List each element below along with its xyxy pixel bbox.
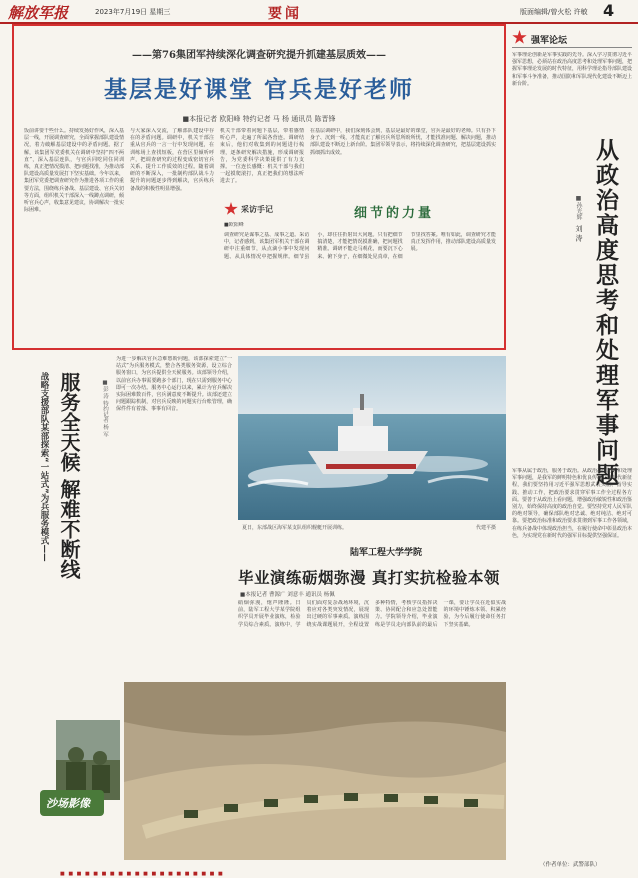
field-photo-image (56, 720, 120, 800)
issue-date: 2023年7月19日 星期三 (95, 8, 171, 16)
column-author: 刘 涛 (575, 225, 583, 242)
page-header (0, 0, 638, 24)
feature-body-col1: 饭前讲要干些什么。持续发扬好作风，深入基层一线，开展调查研究，全面掌握部队建设情况，着力破解基层建设中的矛盾问题。据了解，该集团军党委机关在调研中坚持“四不两直”，深入基层连队，与官兵同吃同住同训练，真正把情况摸清、把问题找准，为推动部队建设高质量发展打下坚实基础。今年以来，集团军党委把调查研究作为推进各项工作的重要方法，围绕练兵备战、基层建设、官兵关切等方面，组织机关干部深入一线蹲点调研，倾听官兵心声，收集意见建议，协调解决一批实际困难。 (24, 128, 124, 214)
ship-photo-image (238, 356, 506, 520)
left-story-reporters: ■彭 涛 特约记者 杨 军 (102, 380, 108, 437)
column-header (512, 30, 632, 46)
column-body: 军事从属于政治，服务于政治。从政治高度思考和处理军事问题，是我军的鲜明特色和优良传统。新时代新征程，我们要坚持用习近平强军思想武装头脑、指导实践、推动工作，把政治要求贯穿军事工作全过程各方面。要善于从政治上看问题，增强政治敏锐性和政治鉴别力，始终保持高度的政治自觉。要坚持党对人民军队的绝对领导，确保部队绝对忠诚、绝对纯洁、绝对可靠。要把政治标准和政治要求贯彻到军事工作各领域，在练兵备战中体现政治担当，在履行使命中彰显政治本色，为实现党在新时代的强军目标提供坚强保证。 (512, 468, 632, 539)
ship-photo (238, 356, 506, 520)
lower-story-headline: 毕业演练砺烟弥漫 真打实抗检验本领 (238, 569, 500, 587)
section-title: 要闻 (268, 6, 302, 22)
column-footer: （作者单位：武警部队） (540, 862, 601, 868)
feature-kicker: ——第76集团军持续深化调查研究提升抓建基层质效—— (132, 50, 386, 61)
interview-note-byline: ■欧阳峰 (224, 222, 244, 228)
footer-decoration: ■ ■ ■ ■ ■ ■ ■ ■ ■ ■ ■ ■ ■ ■ ■ ■ ■ ■ ■ ■ (60, 871, 224, 877)
column-byline: ■孙光辉 (575, 195, 582, 220)
lower-story-byline: ■本报记者 曹源广 刘意丰 通讯员 杨佩 (240, 592, 335, 598)
feature-body-col3: 机关干部带着问题下基层，带着感情听心声，走遍了所属各营连。调研结束后，他们对收集到的问题进行梳理，逐条研究解决措施，形成调研报告，为党委科学决策提供了有力支撑。一位连长感慨：机关干部与我们一起摸爬滚打，真正把我们的想法听进去了。 (220, 128, 304, 185)
feature-article[interactable] (12, 24, 506, 350)
star-icon (224, 202, 238, 216)
feature-headline: 基层是好课堂 官兵是好老师 (103, 77, 414, 103)
field-photo (56, 720, 120, 800)
interview-note-header (224, 202, 298, 216)
convoy-photo (124, 682, 506, 860)
lower-story-kicker: 陆军工程大学学院 (350, 548, 423, 558)
feature-body-col2: 与大家深入交流，了解部队建设中存在的矛盾问题。调研中，机关干部注重从官兵的一言一行中发现问题，在训练场上查找短板，在营区里倾听呼声，把调查研究的过程变成密切官兵关系、提升工作质效的过程。随着调研的不断深入，一批制约部队战斗力提升的问题逐步得到解决，官兵练兵备战的积极性明显增强。 (130, 128, 214, 192)
column-label: 强军论坛 (531, 36, 568, 46)
interview-note-label: 采访手记 (241, 204, 273, 214)
ship-photo-credit: 代建平摄 (476, 525, 497, 531)
page-editor: 版面编辑/曾火松 许敏 (520, 8, 588, 16)
interview-note-title: 细节的力量 (354, 206, 435, 221)
left-story-kicker: 战略支援部队某部探索“一站式”为兵服务模式—— (39, 372, 49, 562)
column-headline: 从政治高度思考和处理军事问题 (592, 138, 618, 488)
page-footer (0, 868, 638, 878)
column-intro: 军事理论创新是军事实践的先导。深入学习贯彻习近平强军思想，必须站在政治高度思考和处理军事问题，把握军事理论发展的时代特征，用科学理论指导部队建设和军事斗争准备，推动国防和军队现代化建设不断迈上新台阶。 (512, 52, 632, 87)
convoy-photo-image (124, 682, 506, 860)
photo-section-badge (40, 790, 104, 816)
newspaper-logo: 解放军报 (8, 4, 69, 22)
left-story-body: 为进一步解决官兵急难愁盼问题，该部探索建立“一站式”为兵服务模式，整合各类服务资源，设立综合服务窗口，为官兵提供全天候服务。该部领导介绍，以前官兵办事需要跑多个部门，现在只需到服务中心即可一次办结。服务中心运行以来，累计为官兵解决实际困难数百件，官兵满意度不断提升。该部还建立问题跟踪机制，对官兵反映的问题实行台账管理，确保件件有着落、事事有回音。 (116, 356, 232, 413)
feature-byline: ■本报记者 欧阳峰 特约记者 马 杨 通讯员 陈晋锋 (182, 115, 336, 123)
lower-story-body: 硝烟弥漫，炮声隆隆。日前，陆军工程大学某学院组织学员开展毕业演练，检验学员综合素质。演练中，学员们面对复杂战场环境，沉着应对各类突发情况，展现出过硬的军事素质。演练围绕实战课题展开，全程设置多种特情，考核学员指挥决策、协同配合和应急处置能力。学院领导介绍，毕业演练是学员走向部队前的最后一课，要让学员在近似实战的环境中锤炼本领、积累经验，为今后履行使命任务打下坚实基础。 (238, 600, 506, 628)
left-story-headline: 服务全天候 解难不断线 (57, 372, 81, 579)
page-number: 4 (603, 1, 615, 20)
interview-note-body: 调查研究是谋事之基、成事之道。采访中，记者感到，该集团军机关干部在调研中注重细节，从点滴小事中发现问题、从具体情况中把握规律。细节虽小，却往往折射出大问题。只有把细节搞清楚，才能把情况摸准确，把问题找精准。调研不能走马观花，而要沉下心来、俯下身子，在细微处见真章，在细节里找答案。唯有如此，调查研究才能真正发挥作用，推动部队建设高质量发展。 (224, 232, 496, 260)
ship-photo-caption: 夏日，东部战区海军某支队组织舰艇开展训练。 (242, 525, 348, 531)
feature-body-col4: 在基层调研中，我们深刻体会到，基层是最好的课堂，官兵是最好的老师。只有扑下身子、沉到一线，才能真正了解官兵所思所盼所忧，才能找准问题、解决问题，推动部队建设不断迈上新台阶。集团军领导表示，将持续深化调查研究，把基层建设抓实抓细抓出成效。 (310, 128, 496, 156)
star-icon (512, 30, 527, 45)
photo-section-label: 沙场影像 (46, 797, 90, 810)
